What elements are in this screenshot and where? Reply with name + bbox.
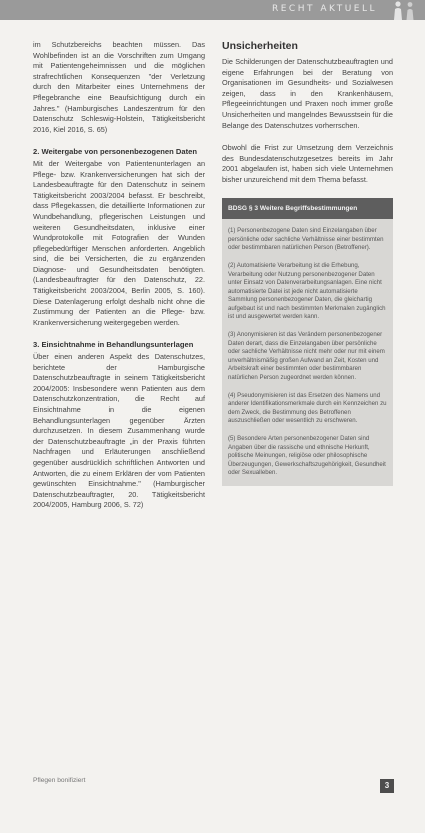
section-heading: 3. Einsichtnahme in Behandlungsunterlagen: [33, 340, 194, 350]
info-box: [222, 198, 393, 486]
section-heading: Unsicherheiten: [222, 40, 298, 52]
info-box-paragraph: (2) Automatisierte Verarbeitung ist die Erhebung, Verarbeitung oder Nutzung personenbezogener Daten unter Einsatz von Datenverarbeitungsanlagen. Eine nicht automatisierte Datei ist jede nicht automatisierte Sammlung personenbezogener Daten, die gleichartig aufgebaut ist und nach bestimmten Merkmalen zugänglich ist und ausgewertet werden kann.: [228, 261, 386, 321]
header-title: RECHT AKTUELL: [271, 4, 377, 14]
info-box-paragraph: (3) Anonymisieren ist das Verändern personenbezogener Daten derart, dass die Einzelangaben über persönliche oder sachliche Verhältnisse nicht mehr oder nur mit einem unverhältnismäßig großen Aufwand an Zeit, Kosten und Arbeitskraft einer bestimmten oder bestimmbaren natürlichen Person zugeordnet werden können.: [228, 331, 385, 382]
footer-text: Pflegen bonifiziert: [33, 777, 86, 784]
right-column: [222, 40, 393, 486]
page-number: 3: [380, 779, 394, 793]
body-paragraph: Obwohl die Frist zur Umsetzung dem Verzeichnis des Bundesdatenschutzgesetzes bereits im Jahr 2001 abgelaufen ist, haben sich viele Unternehmen bisher unzureichend mit dem Thema befasst.: [222, 143, 393, 184]
info-box-paragraph: (1) Personenbezogene Daten sind Einzelangaben über persönliche oder sachliche Verhältnisse einer bestimmten oder bestimmbaren natürlichen Person (Betroffener).: [228, 227, 384, 252]
people-silhouette-icon: [389, 0, 419, 20]
info-box-paragraph: (4) Pseudonymisieren ist das Ersetzen des Namens und anderer Identifikationsmerkmale durch ein Kennzeichen zu dem Zweck, die Bestimmung des Betroffenen auszuschließen oder wesentlich zu erschweren.: [228, 391, 387, 425]
body-paragraph: Mit der Weitergabe von Patientenunterlagen an Pflege- bzw. Krankenversicherungen hat sich der Landesbeauftragte für den Datenschutz in seinem Tätigkeitsbericht 2003/2004 befasst. Er beschreibt, dass Pflegekassen, die detaillierte Informationen zur Wundbehandlung, pflegerischen Leistungen und weiteren Gesundheitsdaten, inklusive einer Wundprotokolle mit Fotografien der Wunden pflegebedürftiger Menschen anforderten. Angeblich sind, die bei Versicherten, die zu ergänzenden Diagnose- und Gesundheitsdaten benötigten. (Landesbeauftragter für den Datenschutz, 22. Tätigkeitsbericht 2003/2004, Berlin 2005, S. 160). Diese Datenlagerung erfolgt deshalb nicht ohne die Zustimmung der Patienten an die Pflege- bzw. Krankenversicherung weitergegeben werden.: [33, 158, 205, 327]
body-paragraph: Über einen anderen Aspekt des Datenschutzes, berichtete der Hamburgische Datenschutzbeauftragte in seinem Tätigkeitsbericht 2004/2005: Insbesondere wenn Patienten aus dem Datenschutzkonzentration, die Recht auf Einsichtnahme in die eigenen Behandlungsunterlagen gegenüber Ärzten durchzusetzen. In diesem Zusammenhang wurde der Datenschutzbeauftragte „in der Praxis führten Nachfragen und Erläuterungen anschließend gegenüber ausdrücklich schriftlichen Antworten und Antworten, die zu einem Erklären der vom Patienten gewünschten Einsichtnahme." (Hamburgischer Datenschutzbeauftragter, 20. Tätigkeitsbericht 2004/2005, Hamburg 2006, S. 72): [33, 352, 205, 510]
info-box-paragraph: (5) Besondere Arten personenbezogener Daten sind Angaben über die rassische und ethnische Herkunft, politische Meinungen, religiöse oder philosophische Überzeugungen, Gewerkschaftszugehörigkeit, Gesundheit oder Sexualleben.: [228, 435, 386, 477]
section-heading: 2. Weitergabe von personenbezogenen Daten: [33, 147, 198, 157]
body-paragraph: Die Schilderungen der Datenschutzbeauftragten und eigene Erfahrungen bei der Beratung von Organisationen im Gesundheits- und Sozialwesen zeigen, dass in den Krankenhäusern, Pflegeeinrichtungen und Praxen noch immer große Unsicherheiten und mangelndes Bewusstsein für die Belange des Datenschutzes vorherrschen.: [222, 57, 393, 130]
left-column: [33, 40, 205, 523]
info-box-title: BDSG § 3 Weitere Begriffsbestimmungen: [222, 198, 393, 220]
body-paragraph: im Schutzbereichs beachten müssen. Das Wohlbefinden ist an die Vorschriften zum Umgang mit Patientengeheimnissen und die möglichen strafrechtlichen Konsequenzen "der Verletzung durch den Mitarbeiter eines Unternehmens der Pflegebranche eine Beaufsichtigung durch ein Jahres." (Hamburgisches Landeszentrum für den Datenschutz Schleswig-Holstein, Tätigkeitsbericht 2016, Kiel 2016, S. 65): [33, 40, 205, 134]
header-bar: [0, 0, 425, 20]
